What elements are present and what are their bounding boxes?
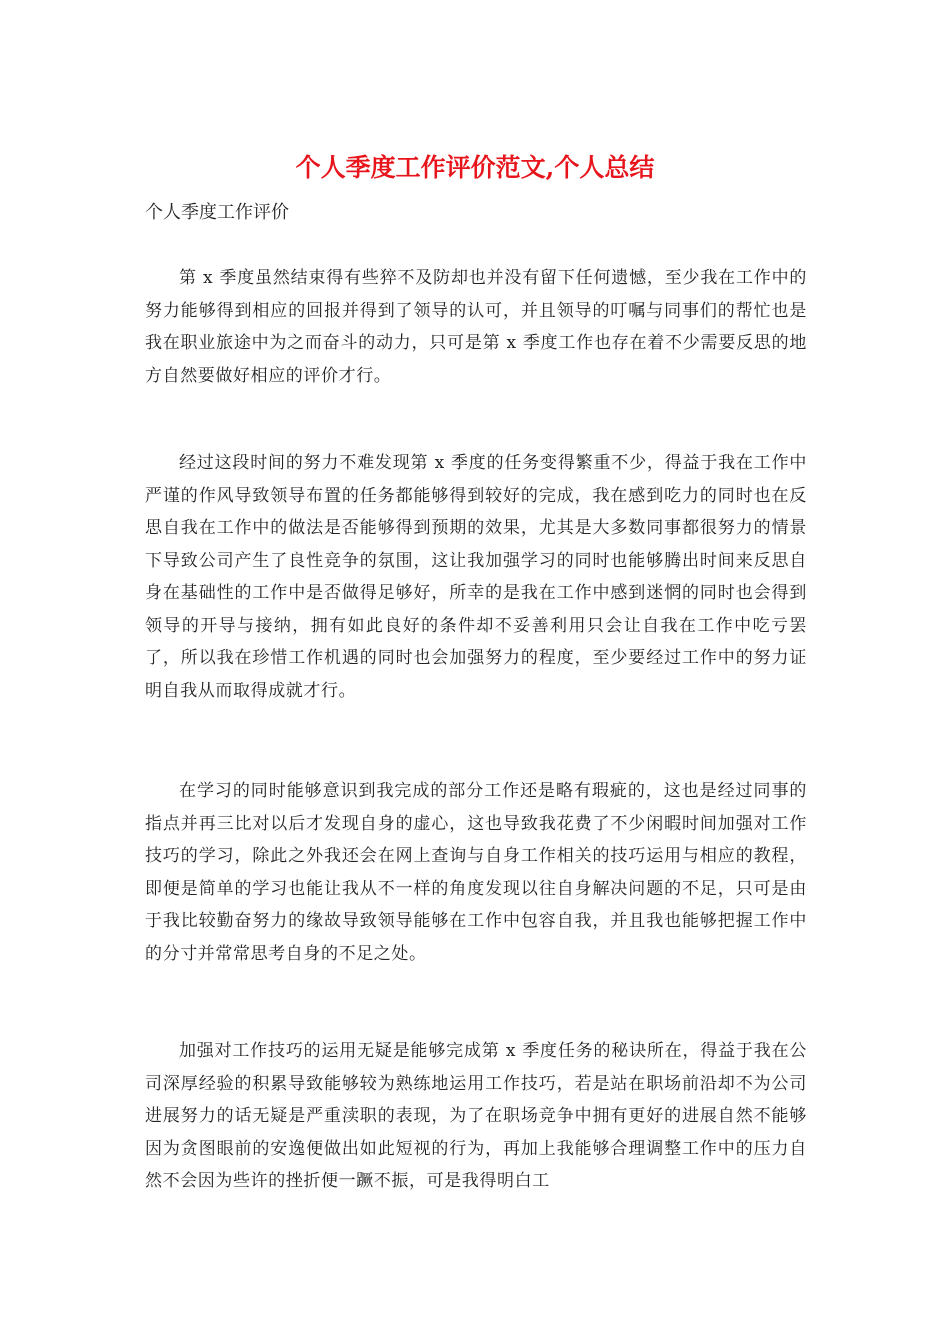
paragraph-3: 在学习的同时能够意识到我完成的部分工作还是略有瑕疵的，这也是经过同事的指点并再三比对以后才发现自身的虚心，这也导致我花费了不少闲暇时间加强对工作技巧的学习，除此之外我还会在网上查询与自身工作相关的技巧运用与相应的教程，即便是简单的学习也能让我从不一样的角度发现以往自身解决问题的不足，只可是由于我比较勤奋努力的缘故导致领导能够在工作中包容自我，并且我也能够把握工作中的分寸并常常思考自身的不足之处。 xyxy=(145,781,807,964)
paragraph-4: 加强对工作技巧的运用无疑是能够完成第 x 季度任务的秘诀所在，得益于我在公司深厚经验的积累导致能够较为熟练地运用工作技巧，若是站在职场前沿却不为公司进展努力的话无疑是严重渎职的表现，为了在职场竞争中拥有更好的进展自然不能够因为贪图眼前的安逸便做出如此短视的行为，再加上我能够合理调整工作中的压力自然不会因为些许的挫折便一蹶不振，可是我得明白工 xyxy=(145,1041,807,1191)
document-title: 个人季度工作评价范文,个人总结 xyxy=(295,153,655,182)
document-subtitle: 个人季度工作评价 xyxy=(145,202,289,223)
paragraph-1: 第 x 季度虽然结束得有些猝不及防却也并没有留下任何遗憾，至少我在工作中的努力能够得到相应的回报并得到了领导的认可，并且领导的叮嘱与同事们的帮忙也是我在职业旅途中为之而奋斗的动力，只可是第 x 季度工作也存在着不少需要反思的地方自然要做好相应的评价才行。 xyxy=(145,268,807,386)
paragraph-2: 经过这段时间的努力不难发现第 x 季度的任务变得繁重不少，得益于我在工作中严谨的作风导致领导布置的任务都能够得到较好的完成，我在感到吃力的同时也在反思自我在工作中的做法是否能够得到预期的效果，尤其是大多数同事都很努力的情景下导致公司产生了良性竞争的氛围，这让我加强学习的同时也能够腾出时间来反思自身在基础性的工作中是否做得足够好，所幸的是我在工作中感到迷惘的同时也会得到领导的开导与接纳，拥有如此良好的条件却不妥善利用只会让自我在工作中吃亏罢了，所以我在珍惜工作机遇的同时也会加强努力的程度，至少要经过工作中的努力证明自我从而取得成就才行。 xyxy=(145,453,807,701)
